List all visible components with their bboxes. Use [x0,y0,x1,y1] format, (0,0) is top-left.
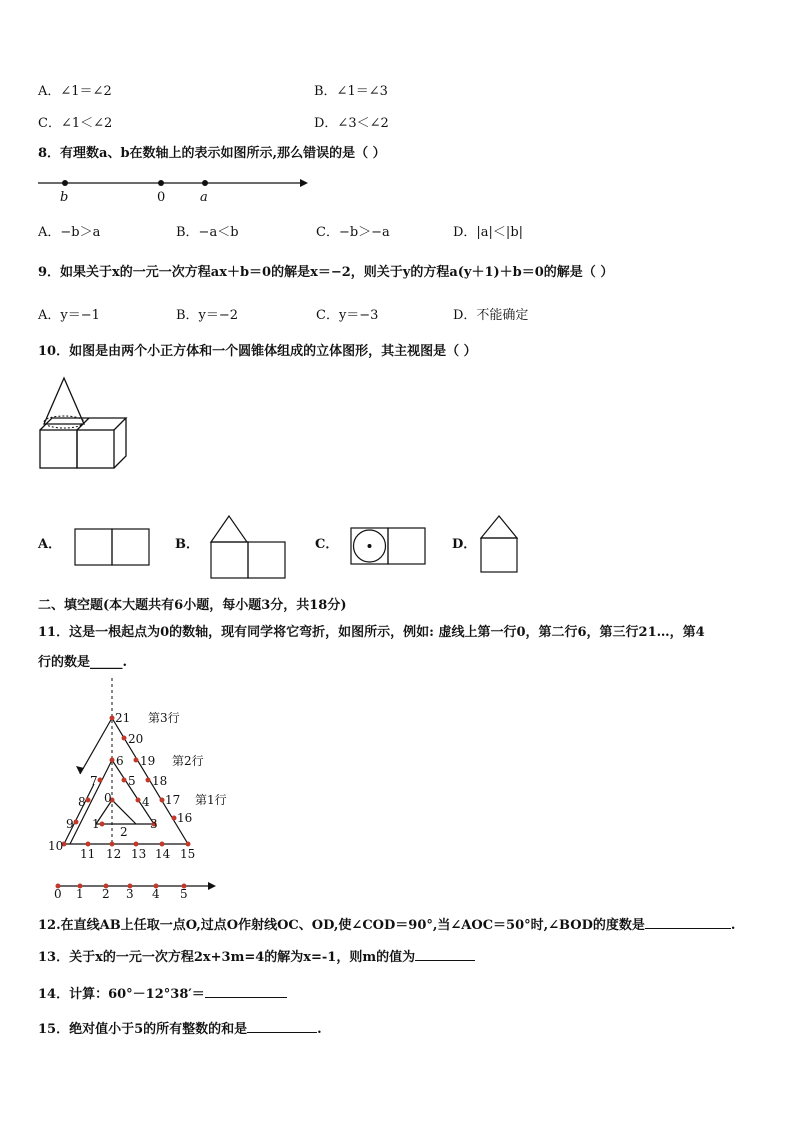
q12-answer-blank[interactable] [645,915,731,929]
point-9 [74,820,79,825]
q8-label-b: b [60,190,69,205]
q11-num-6: 6 [116,754,124,768]
q13-answer-blank[interactable] [415,947,475,961]
q9-stem: 9．如果关于x的一元一次方程ax＋b＝0的解是x＝−2，则关于y的方程a(y＋1)＋b＝0的解是（ ） [38,265,614,280]
q10-option-b-figure [210,515,288,581]
point-19 [134,758,139,763]
point-zero [158,180,164,186]
q11-num-13: 13 [131,847,147,861]
q9-option-c: C．y＝−3 [316,308,379,323]
q11-num-5: 5 [128,774,136,788]
point-20 [122,736,127,741]
q11-num-16: 16 [177,811,193,825]
point-b [62,180,68,186]
q10-solid-figure [38,376,133,472]
point-1 [100,822,105,827]
q8-option-a: A．−b＞a [38,225,101,240]
point-6 [110,758,115,763]
point-5 [122,778,127,783]
q11-num-15: 15 [180,847,196,861]
q11-num-10: 10 [48,839,64,853]
q10-option-c-figure [350,527,426,567]
q11-axis-4: 4 [152,887,160,901]
q11-axis-3: 3 [126,887,134,901]
q11-num-0: 0 [104,791,112,805]
point-8 [86,798,91,803]
q11-num-3: 3 [150,817,158,831]
q11-num-2: 2 [120,825,128,839]
section-2-heading: 二、填空题(本大题共有6小题，每小题3分，共18分) [38,598,347,613]
q9-option-b: B．y＝−2 [176,308,239,323]
point-17 [160,798,165,803]
q11-num-12: 12 [106,847,122,861]
q15-stem: 15．绝对值小于5的所有整数的和是 . [38,1019,322,1038]
q11-num-7: 7 [90,774,98,788]
q13-stem: 13．关于x的一元一次方程2x+3m=4的解为x=-1，则m的值为 [38,947,475,966]
q11-num-17: 17 [165,793,181,807]
point-18 [146,778,151,783]
q10-option-c-label: C． [315,537,339,552]
q11-num-21: 21 [115,711,131,725]
q11-axis-1: 1 [76,887,84,901]
q11-bent-number-line-figure [40,676,240,906]
q11-num-18: 18 [152,774,168,788]
q11-line-1: 11．这是一根起点为0的数轴，现有同学将它弯折，如图所示，例如: 虚线上第一行0，第二行6，第三行21…，第4 [38,625,705,640]
q8-stem: 8．有理数a、b在数轴上的表示如图所示,那么错误的是（ ） [38,146,386,161]
q8-option-b: B．−a＜b [176,225,239,240]
q11-num-19: 19 [140,754,156,768]
q14-answer-blank[interactable] [205,984,287,998]
q8-label-a: a [200,190,208,205]
q11-num-9: 9 [66,817,74,831]
q11-row-3-label: 第3行 [148,711,180,725]
q11-axis-2: 2 [102,887,110,901]
point-7 [98,778,103,783]
point-21 [110,716,115,721]
q11-axis-5: 5 [180,887,188,901]
q11-row-1-label: 第1行 [195,793,227,807]
q15-answer-blank[interactable] [247,1019,317,1033]
q11-num-1: 1 [92,817,100,831]
point-4 [136,798,141,803]
q11-num-4: 4 [142,795,150,809]
q14-stem: 14．计算：60°－12°38′＝ [38,984,287,1003]
q11-num-11: 11 [80,847,96,861]
q11-axis-0: 0 [54,887,62,901]
q7-option-c: C．∠1＜∠2 [38,116,113,131]
q10-option-d-figure [480,515,520,575]
q7-option-b: B．∠1＝∠3 [314,84,388,99]
q8-option-d: D．|a|＜|b| [453,225,524,240]
point-16 [172,816,177,821]
q10-option-d-label: D． [452,537,477,552]
q10-stem: 10．如图是由两个小正方体和一个圆锥体组成的立体图形，其主视图是（ ） [38,344,477,359]
q11-num-8: 8 [78,795,86,809]
q10-option-b-label: B． [175,537,199,552]
q10-option-a-label: A． [38,537,62,552]
point-a [202,180,208,186]
q11-num-14: 14 [155,847,171,861]
q8-option-c: C．−b＞−a [316,225,390,240]
q8-number-line [38,172,308,212]
q9-option-a: A．y＝−1 [38,308,100,323]
q9-option-d: D．不能确定 [453,308,529,323]
q8-label-zero: 0 [157,190,166,205]
q11-line-2: 行的数是_____. [38,655,128,670]
q7-option-a: A．∠1＝∠2 [38,84,112,99]
q11-row-2-label: 第2行 [172,754,204,768]
q12-stem: 12.在直线AB上任取一点O,过点O作射线OC、OD,使∠COD＝90°,当∠AOC＝50°时,∠BOD的度数是 . [38,915,735,934]
q11-num-20: 20 [128,732,144,746]
q10-option-a-figure [74,528,150,568]
q7-option-d: D．∠3＜∠2 [314,116,389,131]
